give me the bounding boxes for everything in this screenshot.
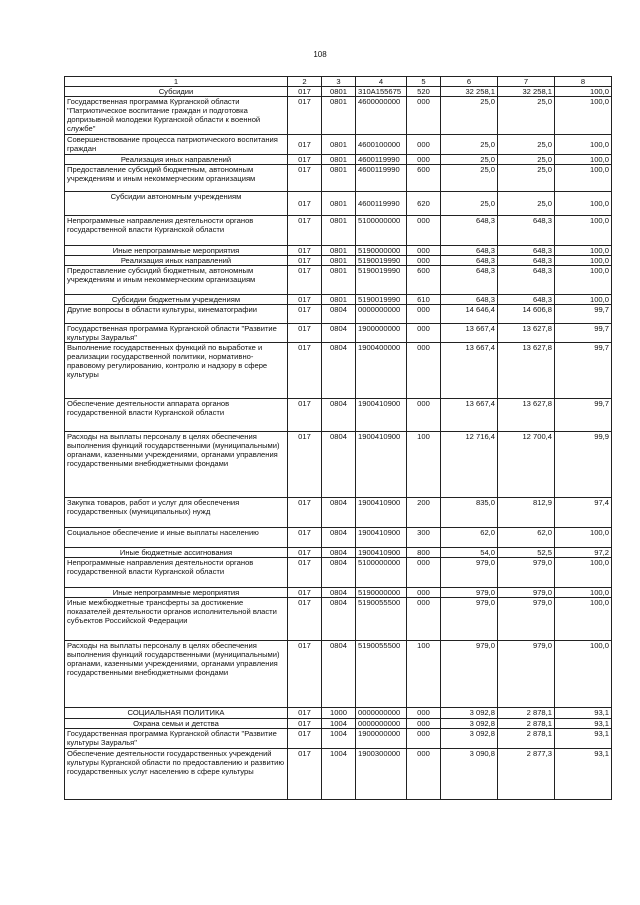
execution-percent-cell: 100,0 [555, 256, 612, 266]
executed-amount-cell: 25,0 [498, 97, 555, 135]
execution-percent-cell: 100,0 [555, 216, 612, 246]
target-article-cell: 0000000000 [356, 708, 407, 719]
header-cell: 4 [356, 77, 407, 87]
executed-amount-cell: 2 877,3 [498, 749, 555, 800]
item-name-cell: Субсидии автономным учреждениям [65, 192, 288, 216]
planned-amount-cell: 32 258,1 [441, 87, 498, 97]
item-name-cell: Государственная программа Курганской области "Патриотическое воспитание граждан и подготовка допризывной молодежи Курганской области к военной службе" [65, 97, 288, 135]
item-name-cell: Непрограммные направления деятельности органов государственной власти Курганской области [65, 558, 288, 588]
section-code-cell: 0804 [322, 528, 356, 548]
target-article-cell: 0000000000 [356, 719, 407, 729]
expense-type-cell: 000 [407, 708, 441, 719]
section-code-cell: 0801 [322, 87, 356, 97]
target-article-cell: 1900000000 [356, 324, 407, 343]
table-row [65, 528, 612, 548]
ministry-code-cell: 017 [288, 548, 322, 558]
ministry-code-cell: 017 [288, 165, 322, 192]
expense-type-cell: 800 [407, 548, 441, 558]
expense-type-cell: 000 [407, 246, 441, 256]
header-cell: 1 [65, 77, 288, 87]
execution-percent-cell: 100,0 [555, 87, 612, 97]
expense-type-cell: 000 [407, 256, 441, 266]
ministry-code-cell: 017 [288, 558, 322, 588]
expense-type-cell: 000 [407, 588, 441, 598]
table-row [65, 266, 612, 295]
header-cell: 3 [322, 77, 356, 87]
section-code-cell: 0804 [322, 558, 356, 588]
item-name-cell: СОЦИАЛЬНАЯ ПОЛИТИКА [65, 708, 288, 719]
execution-percent-cell: 100,0 [555, 598, 612, 641]
section-code-cell: 0801 [322, 155, 356, 165]
planned-amount-cell: 13 667,4 [441, 324, 498, 343]
planned-amount-cell: 25,0 [441, 155, 498, 165]
target-article-cell: 1900400000 [356, 343, 407, 399]
header-cell: 2 [288, 77, 322, 87]
expense-type-cell: 600 [407, 266, 441, 295]
section-code-cell: 0804 [322, 305, 356, 324]
table-row [65, 135, 612, 155]
target-article-cell: 5190019990 [356, 266, 407, 295]
executed-amount-cell: 2 878,1 [498, 719, 555, 729]
section-code-cell: 0804 [322, 598, 356, 641]
table-row [65, 598, 612, 641]
expense-type-cell: 000 [407, 719, 441, 729]
section-code-cell: 0801 [322, 246, 356, 256]
target-article-cell: 1900410900 [356, 498, 407, 528]
ministry-code-cell: 017 [288, 246, 322, 256]
expense-type-cell: 600 [407, 165, 441, 192]
executed-amount-cell: 979,0 [498, 588, 555, 598]
planned-amount-cell: 62,0 [441, 528, 498, 548]
table-row [65, 192, 612, 216]
target-article-cell: 1900410900 [356, 528, 407, 548]
section-code-cell: 0804 [322, 498, 356, 528]
section-code-cell: 0804 [322, 588, 356, 598]
section-code-cell: 0801 [322, 256, 356, 266]
item-name-cell: Реализация иных направлений [65, 155, 288, 165]
item-name-cell: Иные межбюджетные трансферты за достижение показателей деятельности органов исполнительной власти субъектов Российской Федерации [65, 598, 288, 641]
expense-type-cell: 000 [407, 558, 441, 588]
table-row [65, 165, 612, 192]
expense-type-cell: 000 [407, 216, 441, 246]
expense-type-cell: 000 [407, 135, 441, 155]
executed-amount-cell: 12 700,4 [498, 432, 555, 498]
planned-amount-cell: 648,3 [441, 266, 498, 295]
table-row [65, 256, 612, 266]
planned-amount-cell: 979,0 [441, 588, 498, 598]
execution-percent-cell: 97,2 [555, 548, 612, 558]
planned-amount-cell: 12 716,4 [441, 432, 498, 498]
item-name-cell: Предоставление субсидий бюджетным, автономным учреждениям и иным некоммерческим организациям [65, 266, 288, 295]
planned-amount-cell: 3 092,8 [441, 719, 498, 729]
execution-percent-cell: 100,0 [555, 558, 612, 588]
item-name-cell: Закупка товаров, работ и услуг для обеспечения государственных (муниципальных) нужд [65, 498, 288, 528]
target-article-cell: 5190019990 [356, 256, 407, 266]
executed-amount-cell: 648,3 [498, 256, 555, 266]
planned-amount-cell: 979,0 [441, 641, 498, 708]
budget-table [64, 76, 612, 800]
executed-amount-cell: 812,9 [498, 498, 555, 528]
target-article-cell: 1900300000 [356, 749, 407, 800]
target-article-cell: 4600119990 [356, 165, 407, 192]
target-article-cell: 1900410900 [356, 399, 407, 432]
executed-amount-cell: 25,0 [498, 155, 555, 165]
ministry-code-cell: 017 [288, 216, 322, 246]
executed-amount-cell: 648,3 [498, 216, 555, 246]
header-cell: 7 [498, 77, 555, 87]
executed-amount-cell: 52,5 [498, 548, 555, 558]
section-code-cell: 0801 [322, 266, 356, 295]
ministry-code-cell: 017 [288, 343, 322, 399]
ministry-code-cell: 017 [288, 432, 322, 498]
item-name-cell: Государственная программа Курганской области "Развитие культуры Зауралья" [65, 324, 288, 343]
expense-type-cell: 610 [407, 295, 441, 305]
section-code-cell: 1000 [322, 708, 356, 719]
executed-amount-cell: 14 606,8 [498, 305, 555, 324]
table-row [65, 216, 612, 246]
target-article-cell: 4600119990 [356, 155, 407, 165]
ministry-code-cell: 017 [288, 399, 322, 432]
expense-type-cell: 100 [407, 641, 441, 708]
ministry-code-cell: 017 [288, 324, 322, 343]
item-name-cell: Иные бюджетные ассигнования [65, 548, 288, 558]
target-article-cell: 310А155675 [356, 87, 407, 97]
item-name-cell: Иные непрограммные мероприятия [65, 588, 288, 598]
planned-amount-cell: 25,0 [441, 135, 498, 155]
planned-amount-cell: 3 092,8 [441, 708, 498, 719]
ministry-code-cell: 017 [288, 528, 322, 548]
item-name-cell: Социальное обеспечение и иные выплаты населению [65, 528, 288, 548]
expense-type-cell: 000 [407, 305, 441, 324]
execution-percent-cell: 99,7 [555, 324, 612, 343]
expense-type-cell: 000 [407, 343, 441, 399]
section-code-cell: 0801 [322, 216, 356, 246]
execution-percent-cell: 100,0 [555, 192, 612, 216]
section-code-cell: 0804 [322, 548, 356, 558]
item-name-cell: Охрана семьи и детства [65, 719, 288, 729]
table-header-row [65, 77, 612, 87]
target-article-cell: 1900410900 [356, 432, 407, 498]
item-name-cell: Расходы на выплаты персоналу в целях обеспечения выполнения функций государственными (муниципальными) органами, казенными учреждениями, органами управления государственными внебюджетными фондами [65, 432, 288, 498]
expense-type-cell: 000 [407, 729, 441, 749]
ministry-code-cell: 017 [288, 192, 322, 216]
table-row [65, 749, 612, 800]
expense-type-cell: 300 [407, 528, 441, 548]
ministry-code-cell: 017 [288, 729, 322, 749]
page-number: 108 [313, 50, 327, 59]
section-code-cell: 1004 [322, 719, 356, 729]
execution-percent-cell: 97,4 [555, 498, 612, 528]
execution-percent-cell: 93,1 [555, 719, 612, 729]
planned-amount-cell: 14 646,4 [441, 305, 498, 324]
item-name-cell: Непрограммные направления деятельности органов государственной власти Курганской области [65, 216, 288, 246]
planned-amount-cell: 3 092,8 [441, 729, 498, 749]
section-code-cell: 0804 [322, 432, 356, 498]
item-name-cell: Субсидии бюджетным учреждениям [65, 295, 288, 305]
section-code-cell: 1004 [322, 729, 356, 749]
target-article-cell: 5190000000 [356, 246, 407, 256]
section-code-cell: 0801 [322, 165, 356, 192]
executed-amount-cell: 648,3 [498, 266, 555, 295]
target-article-cell: 1900000000 [356, 729, 407, 749]
execution-percent-cell: 93,1 [555, 749, 612, 800]
execution-percent-cell: 100,0 [555, 97, 612, 135]
target-article-cell: 5100000000 [356, 216, 407, 246]
execution-percent-cell: 100,0 [555, 295, 612, 305]
table-row [65, 498, 612, 528]
executed-amount-cell: 32 258,1 [498, 87, 555, 97]
execution-percent-cell: 100,0 [555, 155, 612, 165]
target-article-cell: 5100000000 [356, 558, 407, 588]
item-name-cell: Обеспечение деятельности государственных учреждений культуры Курганской области по предоставлению и развитию государственных услуг населению в сфере культуры [65, 749, 288, 800]
table-row [65, 548, 612, 558]
section-code-cell: 0801 [322, 295, 356, 305]
executed-amount-cell: 25,0 [498, 192, 555, 216]
ministry-code-cell: 017 [288, 708, 322, 719]
expense-type-cell: 620 [407, 192, 441, 216]
execution-percent-cell: 100,0 [555, 641, 612, 708]
table-row [65, 97, 612, 135]
ministry-code-cell: 017 [288, 498, 322, 528]
table-row [65, 399, 612, 432]
table-row [65, 708, 612, 719]
executed-amount-cell: 13 627,8 [498, 324, 555, 343]
expense-type-cell: 000 [407, 97, 441, 135]
executed-amount-cell: 2 878,1 [498, 729, 555, 749]
execution-percent-cell: 93,1 [555, 708, 612, 719]
item-name-cell: Совершенствование процесса патриотического воспитания граждан [65, 135, 288, 155]
executed-amount-cell: 979,0 [498, 558, 555, 588]
table-row [65, 295, 612, 305]
expense-type-cell: 200 [407, 498, 441, 528]
execution-percent-cell: 93,1 [555, 729, 612, 749]
executed-amount-cell: 13 627,8 [498, 399, 555, 432]
table-row [65, 729, 612, 749]
planned-amount-cell: 979,0 [441, 598, 498, 641]
execution-percent-cell: 100,0 [555, 246, 612, 256]
table-row [65, 155, 612, 165]
table-row [65, 432, 612, 498]
execution-percent-cell: 100,0 [555, 588, 612, 598]
header-cell: 5 [407, 77, 441, 87]
item-name-cell: Выполнение государственных функций по выработке и реализации государственной политики, нормативно-правовому регулированию, контролю и надзору в сфере культуры [65, 343, 288, 399]
planned-amount-cell: 13 667,4 [441, 399, 498, 432]
planned-amount-cell: 648,3 [441, 256, 498, 266]
expense-type-cell: 000 [407, 598, 441, 641]
item-name-cell: Предоставление субсидий бюджетным, автономным учреждениям и иным некоммерческим организациям [65, 165, 288, 192]
executed-amount-cell: 648,3 [498, 295, 555, 305]
ministry-code-cell: 017 [288, 295, 322, 305]
section-code-cell: 1004 [322, 749, 356, 800]
header-cell: 6 [441, 77, 498, 87]
ministry-code-cell: 017 [288, 256, 322, 266]
execution-percent-cell: 99,7 [555, 399, 612, 432]
ministry-code-cell: 017 [288, 598, 322, 641]
target-article-cell: 5190055500 [356, 641, 407, 708]
item-name-cell: Обеспечение деятельности аппарата органов государственной власти Курганской области [65, 399, 288, 432]
table-row [65, 87, 612, 97]
planned-amount-cell: 54,0 [441, 548, 498, 558]
item-name-cell: Иные непрограммные мероприятия [65, 246, 288, 256]
ministry-code-cell: 017 [288, 641, 322, 708]
execution-percent-cell: 100,0 [555, 135, 612, 155]
header-cell: 8 [555, 77, 612, 87]
item-name-cell: Государственная программа Курганской области "Развитие культуры Зауралья" [65, 729, 288, 749]
target-article-cell: 1900410900 [356, 548, 407, 558]
executed-amount-cell: 979,0 [498, 641, 555, 708]
ministry-code-cell: 017 [288, 266, 322, 295]
ministry-code-cell: 017 [288, 719, 322, 729]
planned-amount-cell: 979,0 [441, 558, 498, 588]
expense-type-cell: 100 [407, 432, 441, 498]
item-name-cell: Субсидии [65, 87, 288, 97]
expense-type-cell: 000 [407, 749, 441, 800]
section-code-cell: 0801 [322, 192, 356, 216]
section-code-cell: 0804 [322, 343, 356, 399]
planned-amount-cell: 648,3 [441, 246, 498, 256]
section-code-cell: 0801 [322, 97, 356, 135]
table-row [65, 641, 612, 708]
planned-amount-cell: 25,0 [441, 97, 498, 135]
section-code-cell: 0801 [322, 135, 356, 155]
executed-amount-cell: 13 627,8 [498, 343, 555, 399]
execution-percent-cell: 100,0 [555, 528, 612, 548]
table-row [65, 343, 612, 399]
target-article-cell: 4600100000 [356, 135, 407, 155]
executed-amount-cell: 62,0 [498, 528, 555, 548]
table-row [65, 588, 612, 598]
execution-percent-cell: 100,0 [555, 165, 612, 192]
executed-amount-cell: 25,0 [498, 165, 555, 192]
planned-amount-cell: 3 090,8 [441, 749, 498, 800]
section-code-cell: 0804 [322, 399, 356, 432]
planned-amount-cell: 648,3 [441, 295, 498, 305]
target-article-cell: 4600119990 [356, 192, 407, 216]
expense-type-cell: 520 [407, 87, 441, 97]
expense-type-cell: 000 [407, 155, 441, 165]
target-article-cell: 0000000000 [356, 305, 407, 324]
expense-type-cell: 000 [407, 399, 441, 432]
ministry-code-cell: 017 [288, 588, 322, 598]
execution-percent-cell: 99,7 [555, 343, 612, 399]
planned-amount-cell: 648,3 [441, 216, 498, 246]
table-row [65, 719, 612, 729]
executed-amount-cell: 2 878,1 [498, 708, 555, 719]
planned-amount-cell: 25,0 [441, 165, 498, 192]
execution-percent-cell: 99,9 [555, 432, 612, 498]
section-code-cell: 0804 [322, 324, 356, 343]
target-article-cell: 5190019990 [356, 295, 407, 305]
table-row [65, 558, 612, 588]
ministry-code-cell: 017 [288, 97, 322, 135]
ministry-code-cell: 017 [288, 155, 322, 165]
section-code-cell: 0804 [322, 641, 356, 708]
expense-type-cell: 000 [407, 324, 441, 343]
table-row [65, 305, 612, 324]
table-row [65, 246, 612, 256]
ministry-code-cell: 017 [288, 749, 322, 800]
table-row [65, 324, 612, 343]
planned-amount-cell: 13 667,4 [441, 343, 498, 399]
target-article-cell: 5190000000 [356, 588, 407, 598]
item-name-cell: Реализация иных направлений [65, 256, 288, 266]
target-article-cell: 4600000000 [356, 97, 407, 135]
execution-percent-cell: 99,7 [555, 305, 612, 324]
planned-amount-cell: 835,0 [441, 498, 498, 528]
planned-amount-cell: 25,0 [441, 192, 498, 216]
ministry-code-cell: 017 [288, 305, 322, 324]
item-name-cell: Другие вопросы в области культуры, кинематографии [65, 305, 288, 324]
target-article-cell: 5190055500 [356, 598, 407, 641]
ministry-code-cell: 017 [288, 87, 322, 97]
executed-amount-cell: 979,0 [498, 598, 555, 641]
executed-amount-cell: 25,0 [498, 135, 555, 155]
item-name-cell: Расходы на выплаты персоналу в целях обеспечения выполнения функций государственными (муниципальными) органами, казенными учреждениями, органами управления государственными внебюджетными фондами [65, 641, 288, 708]
executed-amount-cell: 648,3 [498, 246, 555, 256]
execution-percent-cell: 100,0 [555, 266, 612, 295]
ministry-code-cell: 017 [288, 135, 322, 155]
